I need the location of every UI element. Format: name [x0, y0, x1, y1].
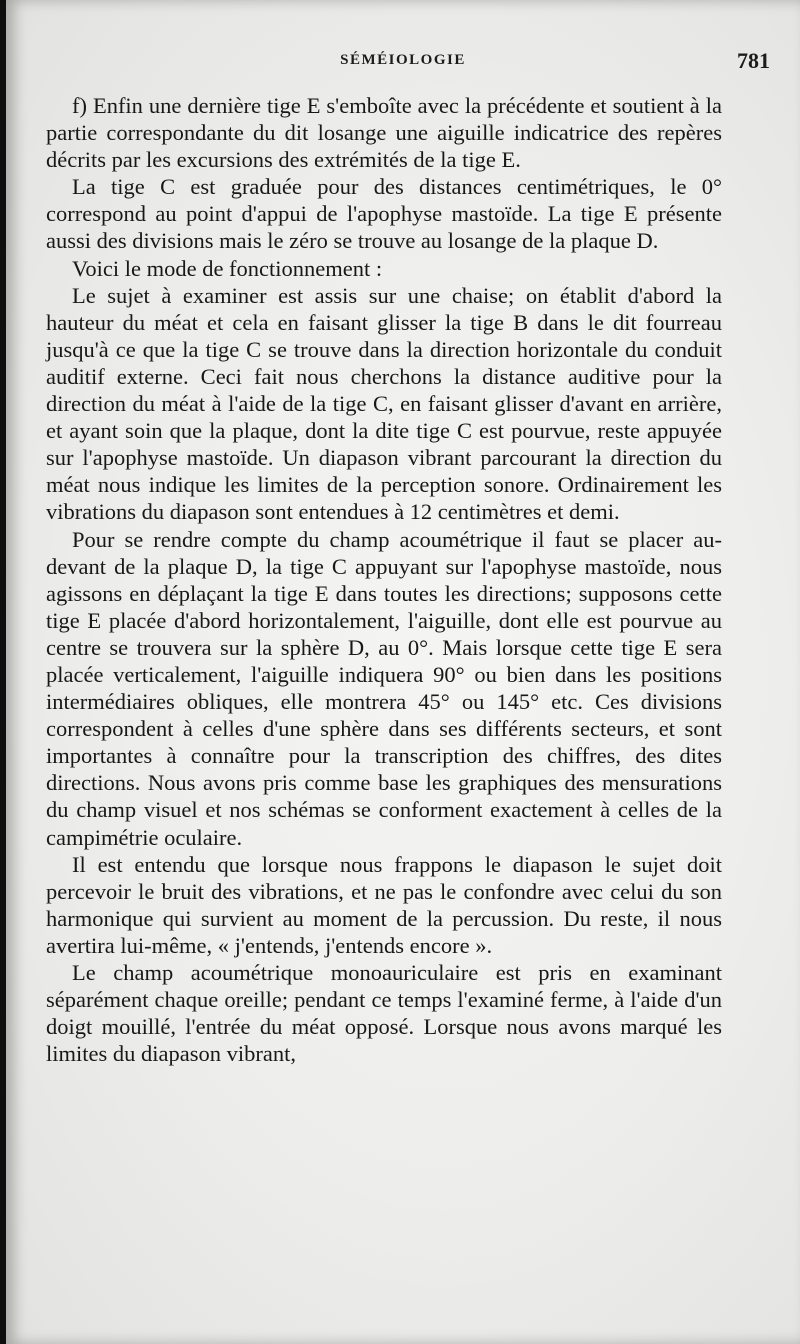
paragraph-graduations: La tige C est graduée pour des distances centimétriques, le 0° correspond au point d'appui de l'apophyse mastoïde. La tige E présente aussi des divisions mais le zéro se trouve au losange de la plaque D. — [46, 174, 722, 254]
paragraph-monoauricular-field: Le champ acoumétrique monoauriculaire est pris en examinant séparément chaque oreille; pendant ce temps l'examiné ferme, à l'aide d'un doigt mouillé, l'entrée du méat opposé. Lorsque nous avons marqué les limites du diapason vibrant, — [46, 960, 722, 1067]
running-head — [6, 50, 800, 76]
paragraph-operation-intro: Voici le mode de fonctionnement : — [72, 255, 383, 281]
paragraph-acoumetric-field: Pour se rendre compte du champ acoumétrique il faut se placer au-devant de la plaque D, la tige C appuyant sur l'apophyse mastoïde, nous agissons en déplaçant la tige E dans toutes les directions; supposons cette tige E placée d'abord horizontalement, l'aiguille, dont elle est pourvue au centre se trouvera sur la sphère D, au 0°. Mais lorsque cette tige E sera placée verticalement, l'aiguille indiquera 90° ou bien dans les positions intermédiaires obliques, elle montrera 45° ou 145° etc. Ces divisions correspondent à celles d'une sphère dans ses différents secteurs, et sont importantes à connaître pour la transcription des chiffres, des dites directions. Nous avons pris comme base les graphiques des mensurations du champ visuel et nos schémas se conforment exactement à celles de la campimétrie oculaire. — [46, 526, 722, 850]
paragraph-vibration-perception: Il est entendu que lorsque nous frappons le diapason le sujet doit percevoir le bruit des vibrations, et ne pas le confondre avec celui du son harmonique qui survient au moment de la percussion. Du reste, il nous avertira lui-même, « j'entends, j'entends encore ». — [46, 851, 722, 958]
page-number: 781 — [737, 48, 770, 73]
paragraph-needle-rod: f) Enfin une dernière tige E s'emboîte avec la précédente et soutient à la partie correspondante du dit losange une aiguille indicatrice des repères décrits par les excursions des extrémités de la tige E. — [46, 93, 722, 173]
book-page — [6, 0, 800, 1344]
paragraph-meatus-height: Le sujet à examiner est assis sur une chaise; on établit d'abord la hauteur du méat et cela en faisant glisser la tige B dans le dit fourreau jusqu'à ce que la tige C se trouve dans la direction horizontale du conduit auditif externe. Ceci fait nous cherchons la distance auditive pour la direction du méat à l'aide de la tige C, en faisant glisser d'avant en arrière, et ayant soin que la plaque, dont la dite tige C est pourvue, reste appuyée sur l'apophyse mastoïde. Un diapason vibrant parcourant la direction du méat nous indique les limites de la perception sonore. Ordinairement les vibrations du diapason sont entendues à 12 centimètres et demi. — [46, 282, 722, 525]
body-text — [46, 92, 722, 1067]
running-title: SÉMÉIOLOGIE — [340, 52, 466, 68]
